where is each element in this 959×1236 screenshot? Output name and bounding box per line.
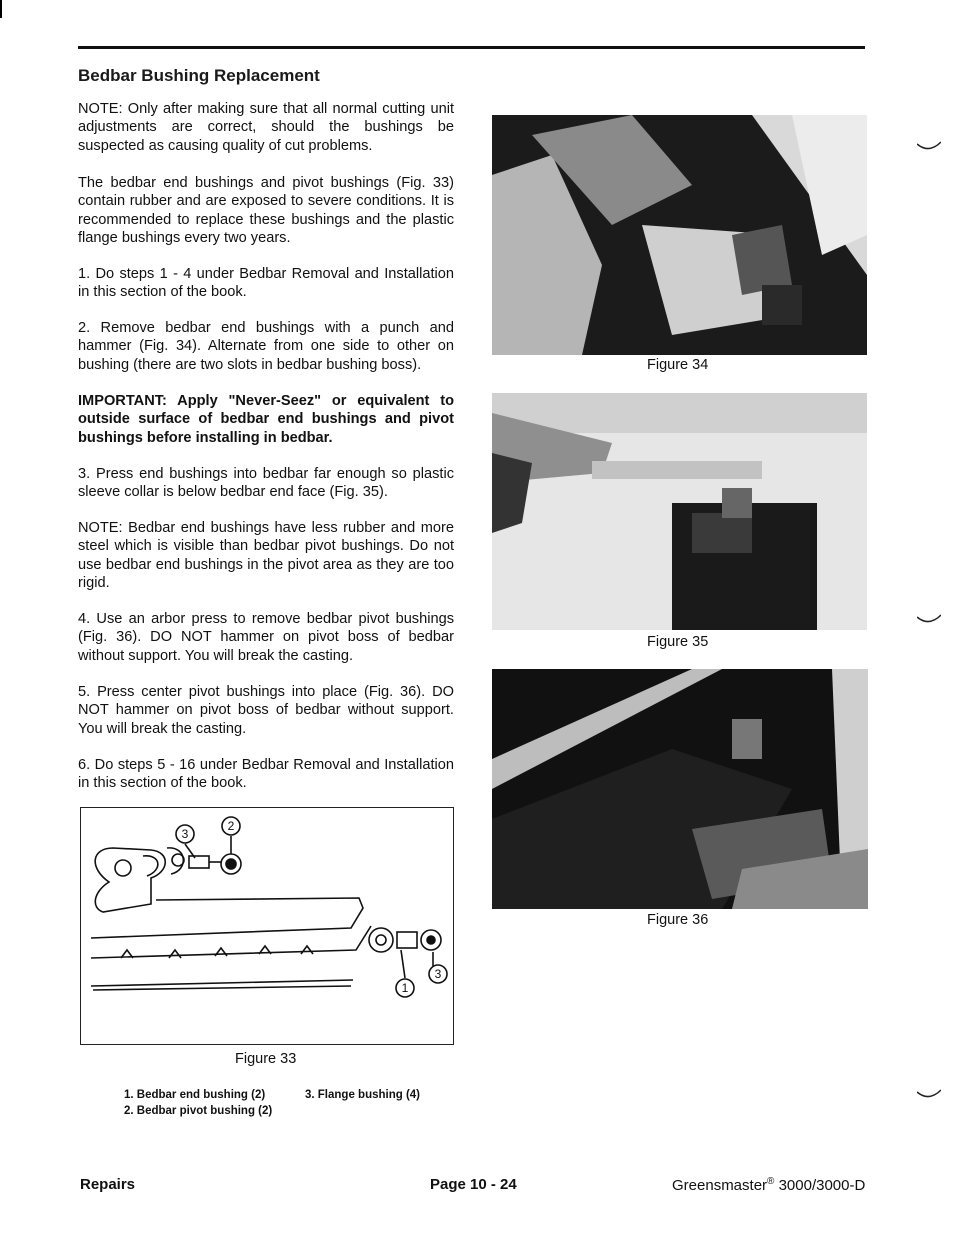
footer-brand: Greensmaster (672, 1177, 768, 1194)
margin-mark-top (917, 140, 941, 152)
legend-item-3: 3. Flange bushing (4) (305, 1089, 421, 1101)
figure-34-caption: Figure 34 (647, 357, 709, 373)
figure-36-caption: Figure 36 (647, 912, 709, 928)
callout-3-right: 3 (434, 967, 442, 981)
step-6: 6. Do steps 5 - 16 under Bedbar Removal and Installation in this section of the book. (78, 757, 454, 792)
bedbar-drawing (81, 808, 453, 1044)
legend-item-2: 2. Bedbar pivot bushing (2) (124, 1105, 273, 1117)
note-end-bushings: NOTE: Bedbar end bushings have less rubber and more steel which is visible than bedbar pivot bushings. Do not use bedbar end bushings in the pivot area as they are too rigid. (78, 520, 454, 592)
step-2: 2. Remove bedbar end bushings with a punch and hammer (Fig. 34). Alternate from one side to other on bushing (there are two slots in bedbar bushing boss). (78, 320, 454, 373)
note-paragraph: NOTE: Only after making sure that all normal cutting unit adjustments are correct, should the bushings be suspected as causing quality of cut problems. (78, 101, 454, 154)
figure-33-caption: Figure 33 (235, 1051, 297, 1067)
callout-1: 1 (401, 981, 409, 995)
page-edge-mark (0, 0, 2, 18)
registered-mark: ® (767, 1176, 775, 1187)
callout-3-top: 3 (181, 827, 189, 841)
step-3: 3. Press end bushings into bedbar far enough so plastic sleeve collar is below bedbar end face (Fig. 35). (78, 466, 454, 501)
step-1: 1. Do steps 1 - 4 under Bedbar Removal and Installation in this section of the book. (78, 266, 454, 301)
figure-34-photo (492, 115, 867, 355)
figure-36-photo (492, 669, 868, 909)
figure-35-photo (492, 393, 867, 630)
intro-paragraph: The bedbar end bushings and pivot bushings (Fig. 33) contain rubber and are exposed to severe conditions. It is recommended to replace these bushings and the plastic flange bushings every two years. (78, 175, 454, 247)
footer-page-number: Page 10 - 24 (430, 1176, 517, 1193)
important-note: IMPORTANT: Apply "Never-Seez" or equivalent to outside surface of bedbar end bushings and pivot bushings before installing in bedbar. (78, 393, 454, 446)
footer-model: 3000/3000-D (774, 1177, 866, 1194)
footer-product (672, 1176, 865, 1194)
step-5: 5. Press center pivot bushings into place (Fig. 36). DO NOT hammer on pivot boss of bedbar without support. You will break the casting. (78, 684, 454, 737)
step-4: 4. Use an arbor press to remove bedbar pivot bushings (Fig. 36). DO NOT hammer on pivot boss of bedbar without support. You will break the casting. (78, 611, 454, 664)
margin-mark-bottom (917, 1088, 941, 1100)
figure-35-caption: Figure 35 (647, 634, 709, 650)
top-rule (78, 46, 865, 49)
section-title: Bedbar Bushing Replacement (78, 66, 320, 85)
callout-2: 2 (227, 819, 235, 833)
footer-section: Repairs (80, 1176, 136, 1193)
legend-item-1: 1. Bedbar end bushing (2) (124, 1089, 266, 1101)
margin-mark-middle (917, 613, 941, 625)
figure-33-diagram (80, 807, 454, 1045)
